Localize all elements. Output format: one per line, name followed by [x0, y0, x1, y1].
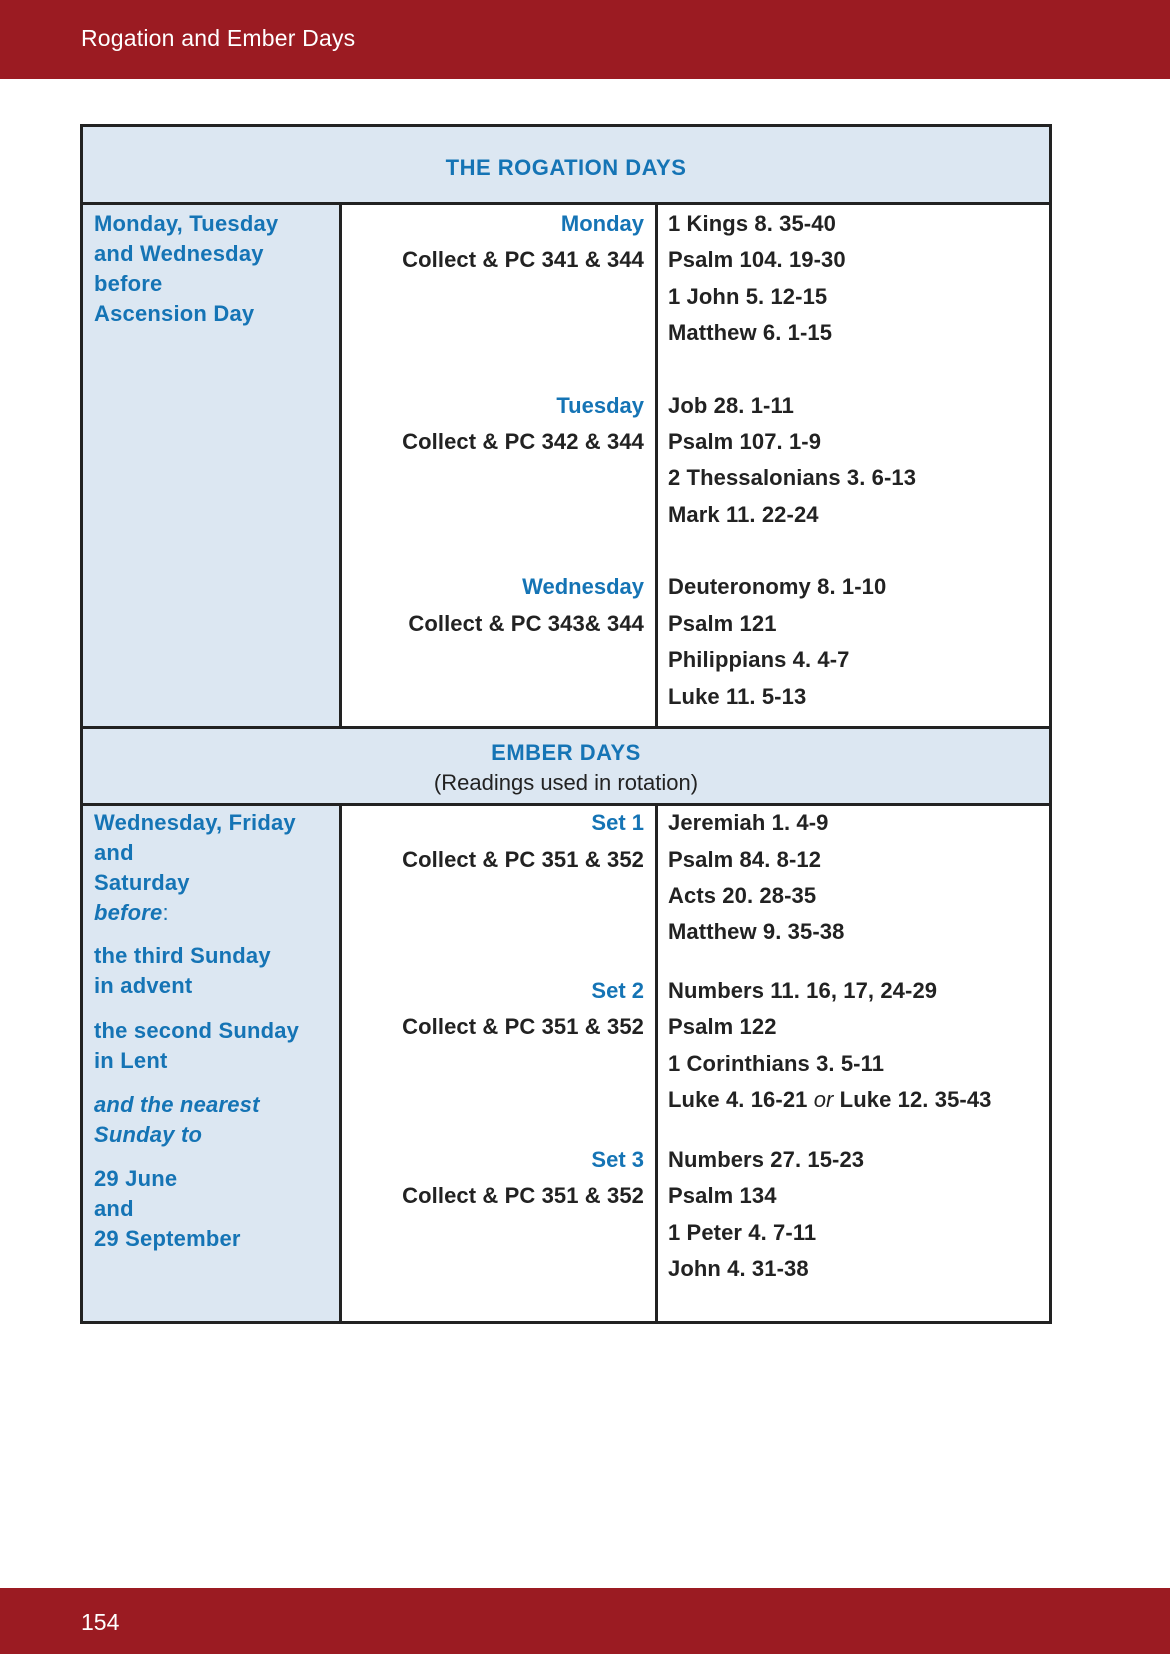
set-day-label: Set 1	[591, 810, 644, 835]
reading: 1 Peter 4. 7-11	[668, 1220, 817, 1245]
advent-label	[94, 941, 271, 1001]
reading: Matthew 9. 35-38	[668, 919, 845, 944]
collect-reference: Collect & PC 341 & 344	[402, 247, 644, 272]
footer-bar	[0, 1588, 1170, 1654]
reading: Psalm 134	[668, 1183, 777, 1208]
lent-label	[94, 1016, 299, 1076]
reading: Acts 20. 28-35	[668, 883, 817, 908]
ember-label-line: in advent	[94, 973, 193, 998]
reading: Deuteronomy 8. 1-10	[668, 574, 887, 599]
ember-label-line: Wednesday, Friday	[94, 810, 296, 835]
before-colon: :	[162, 900, 169, 925]
reading: Psalm 84. 8-12	[668, 847, 822, 872]
ember-heading: EMBER DAYS	[491, 740, 641, 765]
collect-reference: Collect & PC 343& 344	[408, 611, 644, 636]
reading: Psalm 121	[668, 611, 777, 636]
ember-label-line: and the nearest	[94, 1092, 260, 1117]
ember-readings-cell	[658, 806, 1049, 1321]
ember-label-line: Saturday	[94, 870, 190, 895]
ember-label-line: the third Sunday	[94, 943, 271, 968]
rogation-heading-row	[83, 127, 1049, 205]
reading-option-a: Luke 4. 16-21	[668, 1087, 814, 1112]
ember-subheading: (Readings used in rotation)	[433, 770, 699, 795]
rogation-label-line: Ascension Day	[94, 301, 255, 326]
reading: 1 Kings 8. 35-40	[668, 211, 836, 236]
header-bar	[0, 0, 1170, 79]
reading: 1 John 5. 12-15	[668, 284, 828, 309]
before-word: before	[94, 900, 163, 925]
set-day-label: Wednesday	[522, 574, 644, 599]
collect-reference: Collect & PC 351 & 352	[402, 847, 644, 872]
ember-days-label	[94, 808, 296, 928]
rogation-readings-cell	[658, 205, 1049, 726]
reading: 2 Thessalonians 3. 6-13	[668, 465, 917, 490]
ember-middle-cell	[342, 806, 658, 1321]
set-day-label: Monday	[560, 211, 644, 236]
reading: Philippians 4. 4-7	[668, 647, 850, 672]
ember-label-line: and	[94, 840, 134, 865]
ember-label-line	[94, 898, 296, 928]
rogation-middle-cell	[342, 205, 658, 726]
reading: 1 Corinthians 3. 5-11	[668, 1051, 885, 1076]
page-number: 154	[81, 1609, 120, 1635]
page-header-title: Rogation and Ember Days	[81, 25, 356, 51]
ember-label-line: 29 June	[94, 1166, 178, 1191]
reading: Numbers 11. 16, 17, 24-29	[668, 978, 938, 1003]
ember-label-line: Sunday to	[94, 1122, 203, 1147]
collect-reference: Collect & PC 342 & 344	[402, 429, 644, 454]
set-day-label: Set 2	[591, 978, 644, 1003]
ember-label-line: in Lent	[94, 1048, 168, 1073]
rogation-label-line: Monday, Tuesday	[94, 211, 279, 236]
reading: Luke 11. 5-13	[668, 684, 807, 709]
collect-reference: Collect & PC 351 & 352	[402, 1183, 644, 1208]
reading-with-alternative	[668, 1087, 992, 1113]
reading: Numbers 27. 15-23	[668, 1147, 865, 1172]
dates-label	[94, 1164, 241, 1254]
ember-label-line: 29 September	[94, 1226, 241, 1251]
rogation-label-line: before	[94, 271, 163, 296]
collect-reference: Collect & PC 351 & 352	[402, 1014, 644, 1039]
reading: Psalm 104. 19-30	[668, 247, 846, 272]
set-day-label: Set 3	[591, 1147, 644, 1172]
reading: Job 28. 1-11	[668, 393, 794, 418]
set-day-label: Tuesday	[556, 393, 644, 418]
reading-or: or	[813, 1087, 834, 1112]
reading: Psalm 122	[668, 1014, 777, 1039]
reading: John 4. 31-38	[668, 1256, 809, 1281]
ember-label-line: and	[94, 1196, 134, 1221]
rogation-label-line: and Wednesday	[94, 241, 264, 266]
reading: Psalm 107. 1-9	[668, 429, 822, 454]
reading: Mark 11. 22-24	[668, 502, 819, 527]
ember-heading-row	[83, 726, 1049, 806]
ember-label-line: the second Sunday	[94, 1018, 300, 1043]
reading: Matthew 6. 1-15	[668, 320, 833, 345]
ember-left-cell	[83, 806, 342, 1321]
reading: Jeremiah 1. 4-9	[668, 810, 829, 835]
rogation-heading: THE ROGATION DAYS	[445, 155, 687, 180]
rogation-left-cell	[83, 205, 342, 726]
rogation-days-label	[94, 209, 278, 329]
lectionary-table	[80, 124, 1052, 1324]
reading-option-b: Luke 12. 35-43	[833, 1087, 992, 1112]
nearest-label	[94, 1090, 260, 1150]
